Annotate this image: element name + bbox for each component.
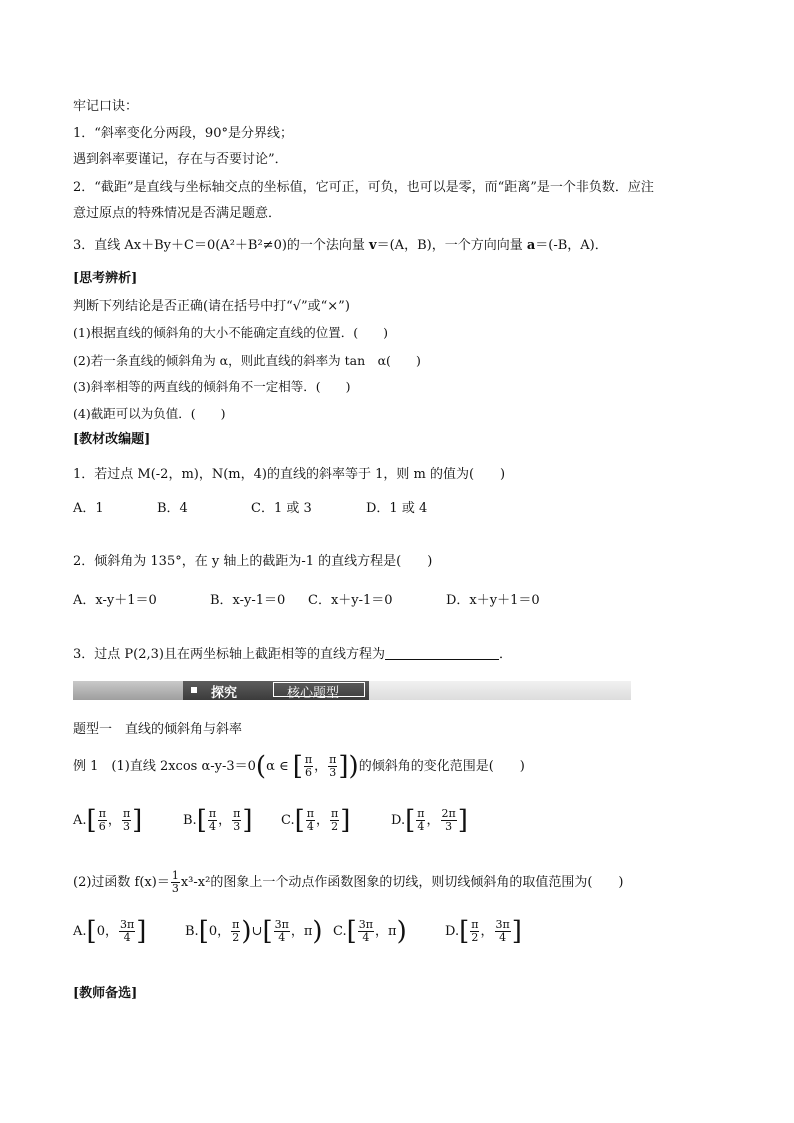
textbook-q3-text: 3．过点 P(2,3)且在两坐标轴上截距相等的直线方程为: [73, 647, 385, 662]
example-1-stem: 例 1 (1)直线 2xcos α-y-3＝0: [73, 759, 256, 774]
textbook-q3-end: ．: [498, 647, 512, 662]
thinking-header: [思考辨析]: [73, 271, 138, 286]
fraction-1-3: $\frac{1}{3}$: [171, 869, 179, 895]
paren-open: (: [255, 751, 267, 782]
normal-vector-symbol: v: [369, 238, 377, 253]
q1-option-c: C．1 或 3: [251, 501, 312, 516]
section-banner: [73, 681, 631, 700]
mnemonic-line-4-text-e: ＝(-B，A)．: [535, 238, 608, 253]
example-1-part-2: [73, 868, 623, 898]
ex2-option-b: B.[0， $\frac{\pi}{2}$ )∪[ $\frac{3\pi}{4}$ ，π): [185, 916, 323, 947]
ex2-option-d: D.[ $\frac{\pi}{2}$ ， $\frac{3\pi}{4}$ ]: [445, 916, 522, 947]
paren-close: ): [348, 751, 359, 782]
example-2-question: x³-x²的图象上一个动点作函数图象的切线，则切线倾斜角的取值范围为( ): [180, 875, 624, 890]
textbook-q3: [73, 646, 512, 664]
q1-option-b: B．4: [157, 501, 188, 516]
thinking-prompt: 判断下列结论是否正确(请在括号中打“√”或“×”): [73, 299, 350, 314]
thinking-item-4: (4)截距可以为负值．( ): [73, 406, 226, 421]
direction-vector-symbol: a: [526, 238, 536, 253]
fraction-pi-6: $\frac{\pi}{6}$: [304, 753, 313, 779]
thinking-item-2: (2)若一条直线的倾斜角为 α，则此直线的斜率为 tan α( ): [73, 353, 421, 368]
ex1-option-c: C.[ $\frac{\pi}{4}$ ， $\frac{\pi}{2}$ ]: [281, 805, 351, 836]
mnemonic-line-4-text-a: 3．直线 Ax＋By＋C＝0(A²＋B²≠0)的一个法向量: [73, 238, 370, 253]
banner-title-core: 核心题型: [287, 686, 340, 701]
mnemonic-line-2: 遇到斜率要谨记，存在与否要讨论”．: [73, 152, 288, 167]
q2-option-a: A．x-y＋1＝0: [73, 593, 157, 608]
teacher-backup-header: [教师备选]: [73, 986, 138, 1001]
q1-option-a: A．1: [73, 501, 104, 516]
section-title: 题型一 直线的倾斜角与斜率: [73, 722, 243, 737]
example-2-stem: (2)过函数 f(x)＝: [73, 875, 170, 890]
ex2-option-c: C.[ $\frac{3\pi}{4}$ ，π): [333, 916, 407, 947]
thinking-item-3: (3)斜率相等的两直线的倾斜角不一定相等．( ): [73, 379, 351, 394]
mnemonic-line-4: [73, 237, 608, 255]
alpha-in: α ∈: [266, 759, 293, 774]
textbook-header: [教材改编题]: [73, 432, 151, 447]
banner-title-explore: 探究: [211, 686, 238, 701]
bracket-close: ]: [338, 751, 349, 782]
bracket-open: [: [292, 751, 303, 782]
mnemonic-line-3a: 2．“截距”是直线与坐标轴交点的坐标值，它可正，可负，也可以是零，而“距离”是一个非负数．应注: [73, 180, 654, 195]
banner-bullet-icon: [191, 687, 197, 693]
ex1-option-b: B.[ $\frac{\pi}{4}$ ， $\frac{\pi}{3}$ ]: [183, 805, 253, 836]
thinking-item-1: (1)根据直线的倾斜角的大小不能确定直线的位置．( ): [73, 325, 388, 340]
mnemonic-line-3b: 意过原点的特殊情况是否满足题意．: [73, 206, 282, 221]
q2-option-b: B．x-y-1＝0: [210, 593, 286, 608]
mnemonic-title: 牢记口诀：: [73, 99, 139, 114]
ex2-option-a: A.[0， $\frac{3\pi}{4}$ ]: [73, 916, 147, 947]
q2-option-c: C．x＋y-1＝0: [308, 593, 393, 608]
example-1-question: 的倾斜角的变化范围是( ): [358, 759, 525, 774]
ex1-option-d: D.[ $\frac{\pi}{4}$ ， $\frac{2\pi}{3}$ ]: [391, 805, 468, 836]
answer-blank[interactable]: [385, 646, 499, 660]
q2-option-d: D．x＋y＋1＝0: [446, 593, 540, 608]
q1-option-d: D．1 或 4: [366, 501, 428, 516]
ex1-option-a: A.[ $\frac{\pi}{6}$ ， $\frac{\pi}{3}$ ]: [73, 805, 143, 836]
mnemonic-line-1: 1．“斜率变化分两段，90°是分界线；: [73, 126, 293, 141]
example-1-part-1: 例 1 (1)直线 2xcos α-y-3＝0(α ∈ [ $\frac{\pi}{6}$ ， $\frac{\pi}{3}$ ])的倾斜角的变化范围是( ): [73, 751, 525, 782]
banner-fade: [369, 681, 631, 700]
mnemonic-line-4-text-c: ＝(A，B)，一个方向向量: [376, 238, 527, 253]
textbook-q1: 1．若过点 M(-2，m)，N(m，4)的直线的斜率等于 1，则 m 的值为( ): [73, 467, 506, 482]
textbook-q2: 2．倾斜角为 135°，在 y 轴上的截距为-1 的直线方程是( ): [73, 554, 433, 569]
fraction-pi-3: $\frac{\pi}{3}$: [329, 753, 337, 779]
